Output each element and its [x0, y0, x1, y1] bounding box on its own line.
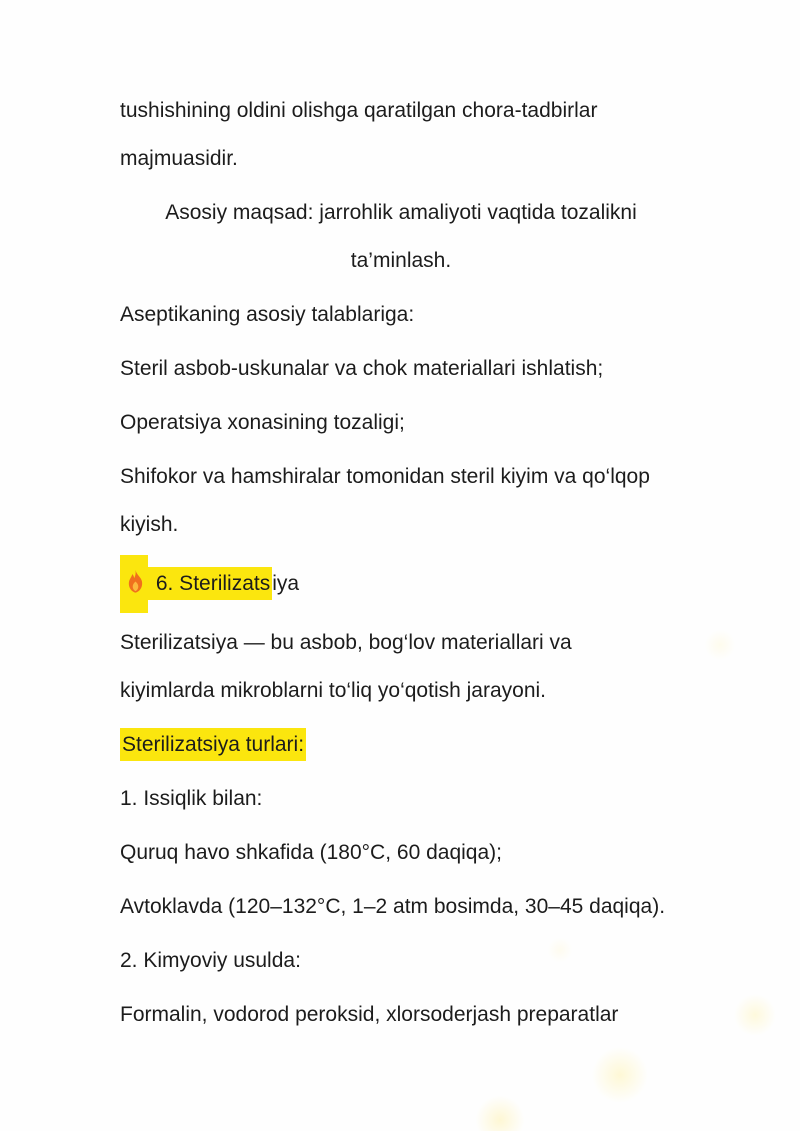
text-line [120, 991, 682, 1039]
text-line [120, 453, 682, 501]
paragraph [120, 883, 682, 931]
text-line [120, 135, 682, 183]
text-line [120, 883, 682, 931]
text-segment: Sterilizatsiya — bu asbob, bog‘lov materiallari va [120, 631, 572, 654]
text-segment: kiyish. [120, 513, 179, 536]
text-segment: 1. Issiqlik bilan: [120, 787, 263, 810]
highlighted-text: Sterilizatsiya turlari: [120, 728, 306, 761]
text-segment: kiyimlarda mikroblarni to‘liq yo‘qotish jarayoni. [120, 679, 546, 702]
text-line [120, 189, 682, 237]
paragraph [120, 721, 682, 769]
text-line [120, 667, 682, 715]
text-segment: iya [272, 572, 300, 595]
text-segment: 2. Kimyoviy usulda: [120, 949, 301, 972]
paragraph [120, 991, 682, 1039]
text-line [120, 87, 682, 135]
text-segment: ta’minlash. [350, 249, 452, 272]
text-line [120, 775, 682, 823]
text-line [120, 345, 682, 393]
paragraph [120, 291, 682, 339]
text-line [120, 829, 682, 877]
paragraph [120, 775, 682, 823]
paragraph [120, 399, 682, 447]
document-body [120, 87, 682, 1039]
text-segment: Avtoklavda (120–132°C, 1–2 atm bosimda, 30–45 daqiqa). [120, 895, 666, 918]
highlighted-text: 6. Sterilizats [148, 567, 272, 600]
text-segment: Formalin, vodorod peroksid, xlorsoderjash preparatlar [120, 1003, 619, 1026]
fire-icon [120, 555, 148, 613]
paragraph [120, 87, 682, 183]
text-segment: Steril asbob-uskunalar va chok materiallari ishlatish; [120, 357, 604, 380]
paragraph [120, 189, 682, 285]
text-line [120, 555, 682, 613]
paragraph [120, 345, 682, 393]
text-line [120, 501, 682, 549]
paragraph [120, 555, 682, 613]
paragraph [120, 453, 682, 549]
paragraph [120, 937, 682, 985]
text-segment: Shifokor va hamshiralar tomonidan steril kiyim va qo‘lqop [120, 465, 650, 488]
text-line [120, 291, 682, 339]
text-segment: Aseptikaning asosiy talablariga: [120, 303, 415, 326]
text-line [120, 399, 682, 447]
text-line [120, 721, 682, 769]
paragraph [120, 619, 682, 715]
text-line [120, 937, 682, 985]
text-line [120, 237, 682, 285]
text-line [120, 619, 682, 667]
text-segment: tushishining oldini olishga qaratilgan chora-tadbirlar [120, 99, 598, 122]
text-segment: Asosiy maqsad: jarrohlik amaliyoti vaqtida tozalikni [165, 201, 637, 224]
text-segment: majmuasidir. [120, 147, 238, 170]
text-segment: Operatsiya xonasining tozaligi; [120, 411, 405, 434]
paragraph [120, 829, 682, 877]
text-segment: Quruq havo shkafida (180°C, 60 daqiqa); [120, 841, 502, 864]
